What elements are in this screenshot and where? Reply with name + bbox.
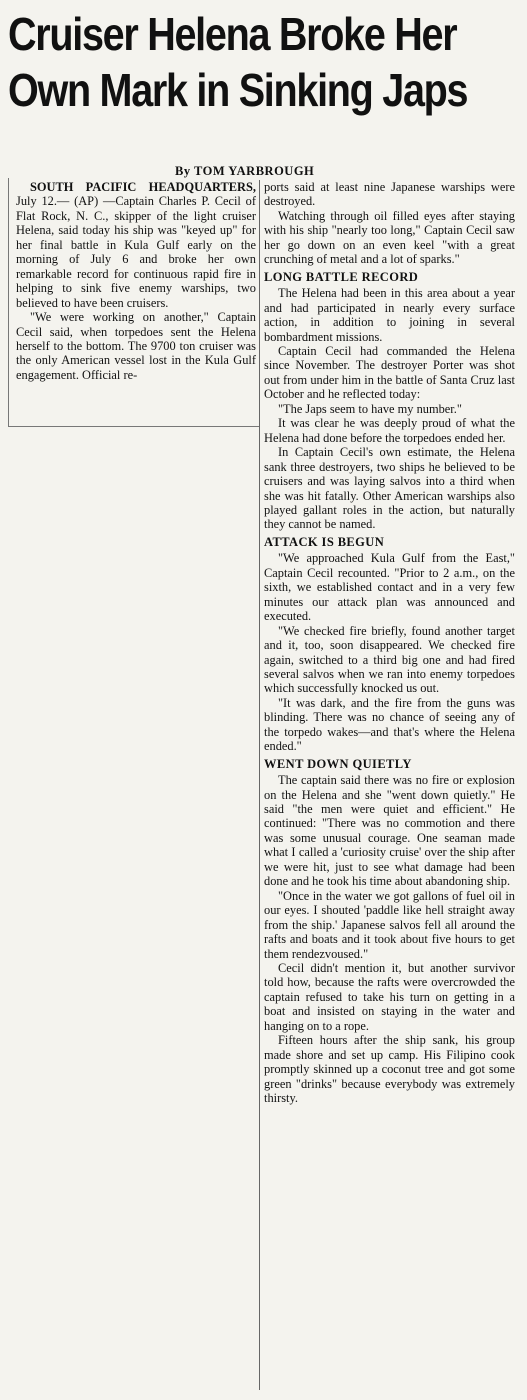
article-paragraph: "Once in the water we got gallons of fuel oil in our eyes. I shouted 'paddle like hell straight away from the ship.' Japanese salvos fell all around the rafts and boats and it took about five hours to get them rendezvoused." xyxy=(264,888,515,961)
headline-line-1: Cruiser Helena Broke Her xyxy=(8,8,457,60)
article-paragraph: Cecil didn't mention it, but another survivor told how, because the rafts were overcrowded the captain refused to take his turn on getting in a boat and insisted on staying in the water and hanging on to a rope. xyxy=(264,961,515,1033)
lead-paragraph xyxy=(16,180,256,310)
headline xyxy=(8,6,468,118)
headline-line-2: Own Mark in Sinking Japs xyxy=(8,64,468,116)
subheading-long-battle-record: LONG BATTLE RECORD xyxy=(264,269,419,284)
article-paragraph: ports said at least nine Japanese warships were destroyed. xyxy=(264,180,515,209)
article-paragraph: It was clear he was deeply proud of what the Helena had done before the torpedoes ended her. xyxy=(264,416,515,445)
byline: By TOM YARBROUGH xyxy=(175,164,315,178)
article-paragraph: "We were working on another," Captain Cecil said, when torpedoes sent the Helena herself to the bottom. The 9700 ton cruiser was the only American vessel lost in the Kula Gulf engagement. Official re- xyxy=(16,310,256,382)
right-column xyxy=(264,180,515,1106)
article-paragraph: In Captain Cecil's own estimate, the Helena sank three destroyers, two ships he believed to be cruisers and was laying salvos into a third when she was hit fatally. Other American warships also played gallant roles in the action, but naturally they cannot be named. xyxy=(264,445,515,532)
article-paragraph: "We checked fire briefly, found another target and it, too, soon disappeared. We checked fire again, switched to a third big one and had fired several salvos when we ran into enemy torpedoes which successfully knocked us out. xyxy=(264,623,515,696)
article-paragraph: "It was dark, and the fire from the guns was blinding. There was no chance of seeing any of the torpedo wakes—and that's where the Helena ended." xyxy=(264,695,515,754)
column-divider xyxy=(259,180,260,1390)
subheading-went-down-quietly: WENT DOWN QUIETLY xyxy=(264,756,412,771)
lead-text: July 12.— (AP) —Captain Charles P. Cecil of Flat Rock, N. C., skipper of the light cruiser Helena, said today his ship was "keyed up" for her final battle in Kula Gulf early on the morning of July 6 and broke her own remarkable record for continuous rapid fire in helping to sink five enemy warships, two believed to have been cruisers. xyxy=(16,194,256,310)
dateline: SOUTH PACIFIC HEADQUARTERS, xyxy=(30,180,256,194)
article-paragraph: Captain Cecil had commanded the Helena since November. The destroyer Porter was shot out from under him in the battle of Santa Cruz last October and he reflected today: xyxy=(264,343,515,402)
article-paragraph: Watching through oil filled eyes after staying with his ship "nearly too long," Captain Cecil saw her go down on an even keel "with a great crunching of metal and a lot of sparks." xyxy=(264,208,515,267)
subheading-attack-is-begun: ATTACK IS BEGUN xyxy=(264,534,385,549)
article-paragraph: "The Japs seem to have my number." xyxy=(278,401,462,416)
article-paragraph: Fifteen hours after the ship sank, his group made shore and set up camp. His Filipino cook promptly skinned up a coconut tree and got some green "drinks" because everybody was extremely thirsty. xyxy=(264,1033,515,1106)
article-paragraph: The captain said there was no fire or explosion on the Helena and she "went down quietly." He said "the men were quiet and efficient." He continued: "There was no commotion and there was some unusual courage. One seaman made what I called a 'curiosity cruise' over the ship after we were hit, just to see what damage had been done and he took his time about abandoning ship. xyxy=(264,773,515,889)
article-paragraph: "We approached Kula Gulf from the East," Captain Cecil recounted. "Prior to 2 a.m., on the sixth, we established contact and in a very few minutes our attack plan was announced and executed. xyxy=(264,551,515,624)
left-column xyxy=(16,180,256,382)
article-paragraph: The Helena had been in this area about a year and had participated in nearly every surface action, in addition to joining in several bombardment missions. xyxy=(264,286,515,344)
